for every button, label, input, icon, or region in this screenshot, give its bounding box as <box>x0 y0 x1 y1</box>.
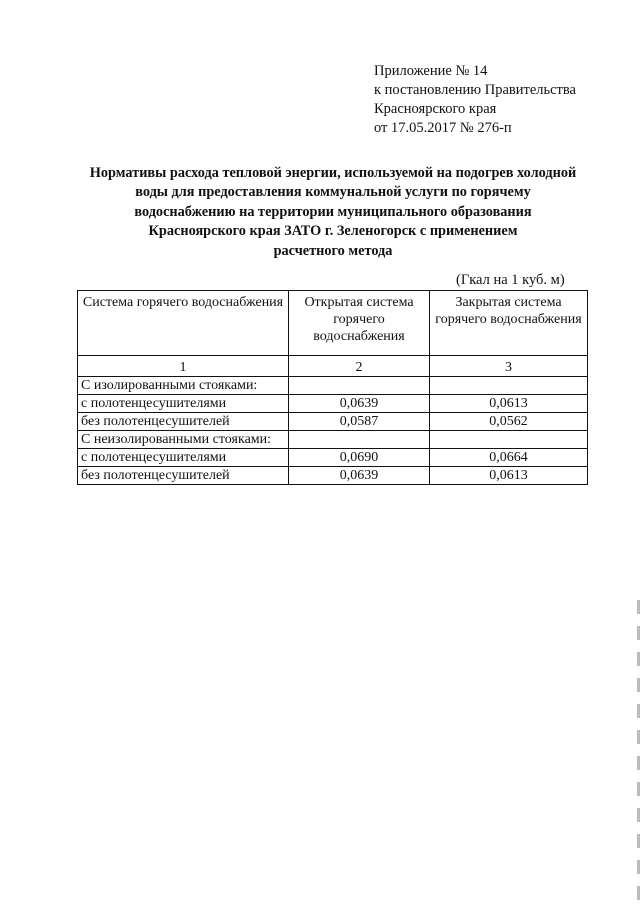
open-value: 0,0639 <box>289 467 430 485</box>
closed-value <box>430 377 588 395</box>
header-closed-system: Закрытая система горячего водоснабжения <box>430 291 588 356</box>
open-value: 0,0690 <box>289 449 430 467</box>
open-value: 0,0639 <box>289 395 430 413</box>
row-label: с полотенцесушителями <box>78 449 289 467</box>
units-note: (Гкал на 1 куб. м) <box>456 272 565 288</box>
open-value <box>289 431 430 449</box>
closed-value: 0,0664 <box>430 449 588 467</box>
table-row <box>78 413 588 431</box>
annex-decree: к постановлению Правительства <box>374 82 576 98</box>
row-label: без полотенцесушителей <box>78 467 289 485</box>
column-number: 3 <box>430 356 588 377</box>
column-number-row <box>78 356 588 377</box>
closed-value: 0,0613 <box>430 395 588 413</box>
open-value: 0,0587 <box>289 413 430 431</box>
closed-value: 0,0562 <box>430 413 588 431</box>
column-number: 2 <box>289 356 430 377</box>
closed-value <box>430 431 588 449</box>
header-system: Система горячего водоснабжения <box>78 291 289 356</box>
title-line: расчетного метода <box>273 242 393 259</box>
header-open-system: Открытая система горячего водоснабжения <box>289 291 430 356</box>
table-row <box>78 377 588 395</box>
annex-region: Красноярского края <box>374 101 497 117</box>
row-label: с полотенцесушителями <box>78 395 289 413</box>
title-line: Нормативы расхода тепловой энергии, используемой на подогрев холодной <box>89 165 577 181</box>
table-row <box>78 395 588 413</box>
document-title <box>60 164 606 261</box>
norms-table <box>77 290 588 485</box>
title-line: Красноярского края ЗАТО г. Зеленогорск с применением <box>148 223 518 240</box>
row-label: С неизолированными стояками: <box>78 431 289 449</box>
title-line: водоснабжению на территории муниципального образования <box>134 203 532 220</box>
annex-number: Приложение № 14 <box>374 63 488 79</box>
annex-reference <box>374 62 576 138</box>
row-label: без полотенцесушителей <box>78 413 289 431</box>
closed-value: 0,0613 <box>430 467 588 485</box>
open-value <box>289 377 430 395</box>
table-row <box>78 431 588 449</box>
header-row <box>78 291 588 356</box>
title-line: воды для предоставления коммунальной услуги по горячему <box>135 184 531 201</box>
annex-date: от 17.05.2017 № 276-п <box>374 120 512 136</box>
table-row <box>78 467 588 485</box>
column-number: 1 <box>78 356 289 377</box>
row-label: С изолированными стояками: <box>78 377 289 395</box>
table-row <box>78 449 588 467</box>
